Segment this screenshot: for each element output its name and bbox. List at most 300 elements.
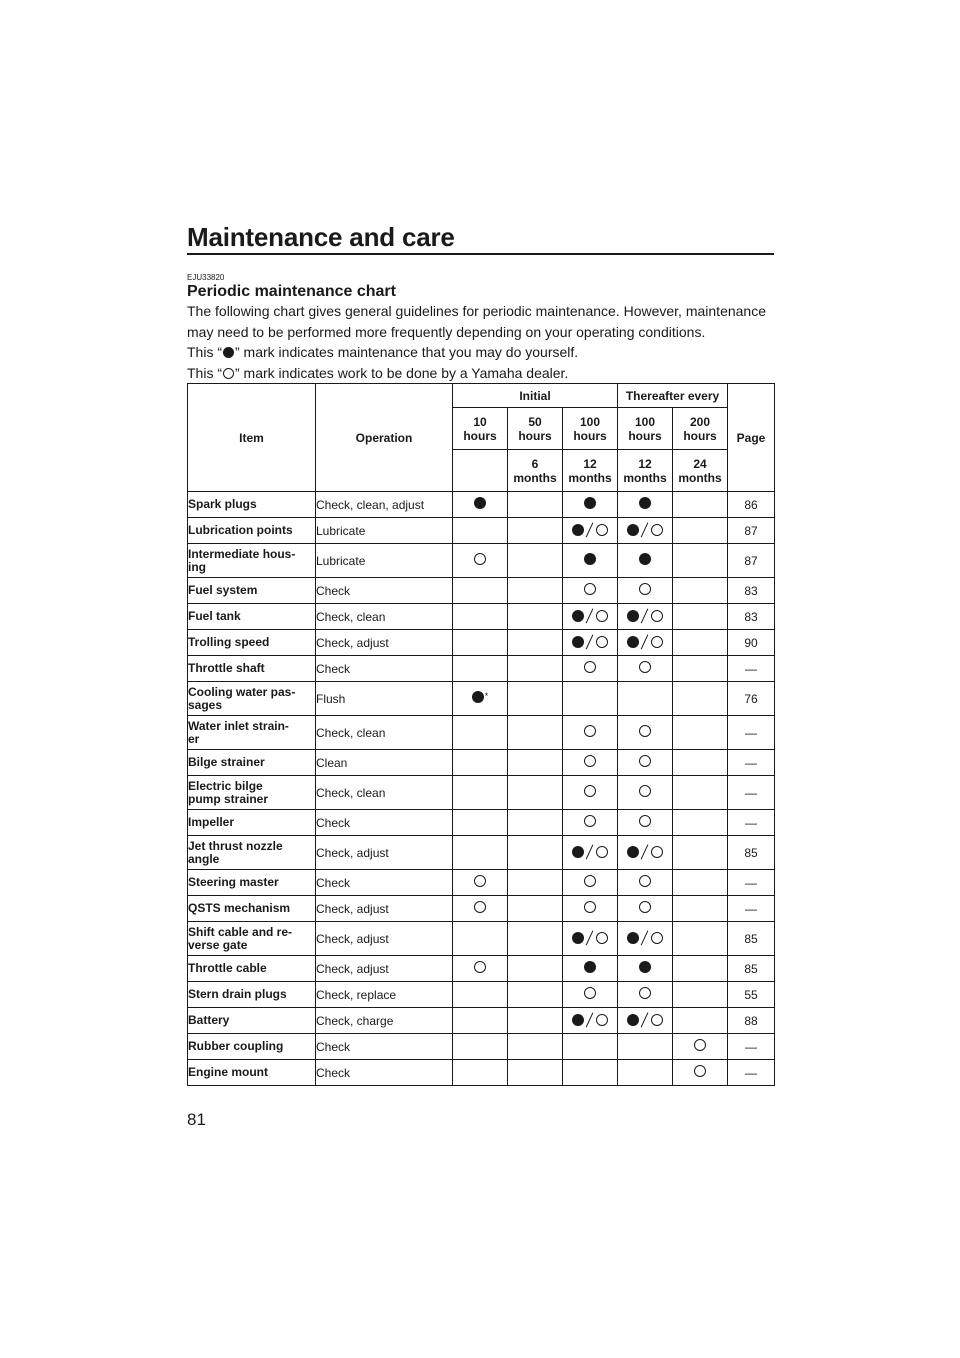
table-row [188, 982, 775, 1008]
open-circle-icon [584, 785, 596, 797]
dealer-mark [639, 661, 651, 673]
interval-cell-4 [673, 630, 728, 656]
interval-cell-2 [563, 810, 618, 836]
filled-circle-icon [627, 932, 639, 944]
dealer-mark [639, 755, 651, 767]
interval-cell-1 [508, 1060, 563, 1086]
page-cell: 90 [728, 630, 775, 656]
interval-cell-3 [618, 776, 673, 810]
dealer-mark [584, 785, 596, 797]
legend-full-line [187, 342, 777, 363]
interval-cell-0 [453, 1060, 508, 1086]
operation-cell: Check, adjust [316, 956, 453, 982]
interval-cell-0 [453, 578, 508, 604]
dealer-mark [584, 661, 596, 673]
table-row [188, 1034, 775, 1060]
interval-cell-2 [563, 836, 618, 870]
dealer-mark [639, 725, 651, 737]
table-row [188, 870, 775, 896]
owner-or-dealer-mark [572, 845, 608, 859]
interval-cell-4 [673, 1008, 728, 1034]
item-cell: Water inlet strain- er [188, 716, 316, 750]
dealer-mark [584, 875, 596, 887]
open-circle-icon [474, 961, 486, 973]
dealer-mark [584, 725, 596, 737]
header-hours-4: 200 hours [673, 408, 728, 450]
interval-cell-2 [563, 604, 618, 630]
operation-cell: Check [316, 1034, 453, 1060]
open-circle-icon [584, 661, 596, 673]
legend-full-before: This “ [187, 344, 222, 360]
table-row [188, 682, 775, 716]
interval-cell-2 [563, 1008, 618, 1034]
header-page: Page [728, 384, 775, 492]
filled-circle-icon [627, 636, 639, 648]
dealer-mark [474, 553, 486, 565]
open-circle-icon [474, 553, 486, 565]
slash-icon [639, 845, 651, 859]
filled-circle-icon [627, 846, 639, 858]
item-cell: Impeller [188, 810, 316, 836]
operation-cell: Check, clean [316, 604, 453, 630]
interval-cell-0 [453, 1034, 508, 1060]
item-cell: Stern drain plugs [188, 982, 316, 1008]
item-cell: Jet thrust nozzle angle [188, 836, 316, 870]
section-code: EJU33820 [187, 273, 225, 282]
interval-cell-2 [563, 630, 618, 656]
operation-cell: Check [316, 810, 453, 836]
open-circle-icon [639, 583, 651, 595]
dealer-mark [474, 961, 486, 973]
owner-mark [639, 497, 651, 509]
title-rule [187, 253, 774, 255]
dealer-mark [639, 785, 651, 797]
owner-mark [584, 553, 596, 565]
interval-cell-4 [673, 518, 728, 544]
interval-cell-3 [618, 544, 673, 578]
open-circle-icon [639, 987, 651, 999]
interval-cell-0 [453, 922, 508, 956]
intro-text [187, 301, 777, 383]
header-hours-3: 100 hours [618, 408, 673, 450]
open-circle-icon [474, 875, 486, 887]
owner-mark [474, 497, 486, 509]
header-months-2: 12 months [563, 450, 618, 492]
interval-cell-1 [508, 1034, 563, 1060]
filled-circle-icon [474, 497, 486, 509]
slash-icon [584, 523, 596, 537]
table-row [188, 578, 775, 604]
page-cell: — [728, 750, 775, 776]
item-cell: Engine mount [188, 1060, 316, 1086]
owner-or-dealer-mark [572, 1013, 608, 1027]
interval-cell-0 [453, 896, 508, 922]
open-circle-icon [584, 901, 596, 913]
interval-cell-4 [673, 544, 728, 578]
interval-cell-2 [563, 518, 618, 544]
owner-mark [584, 961, 596, 973]
interval-cell-3 [618, 604, 673, 630]
filled-circle-icon [223, 347, 234, 358]
operation-cell: Lubricate [316, 544, 453, 578]
owner-or-dealer-mark [572, 523, 608, 537]
item-cell: Electric bilge pump strainer [188, 776, 316, 810]
table-row [188, 836, 775, 870]
item-cell: Fuel tank [188, 604, 316, 630]
owner-or-dealer-mark [627, 523, 663, 537]
table-row [188, 896, 775, 922]
dealer-mark [584, 583, 596, 595]
filled-circle-icon [639, 497, 651, 509]
dealer-mark [639, 583, 651, 595]
interval-cell-4 [673, 656, 728, 682]
filled-circle-icon [584, 497, 596, 509]
open-circle-icon [639, 815, 651, 827]
table-row [188, 922, 775, 956]
slash-icon [639, 1013, 651, 1027]
open-circle-icon [651, 524, 663, 536]
interval-cell-3 [618, 896, 673, 922]
page-cell: 87 [728, 518, 775, 544]
owner-or-dealer-mark [627, 931, 663, 945]
dealer-mark [584, 987, 596, 999]
open-circle-icon [639, 901, 651, 913]
item-cell: Trolling speed [188, 630, 316, 656]
table-row [188, 956, 775, 982]
filled-circle-icon [639, 961, 651, 973]
item-cell: Cooling water pas- sages [188, 682, 316, 716]
slash-icon [639, 931, 651, 945]
owner-mark-asterisk [472, 691, 489, 703]
filled-circle-icon [627, 1014, 639, 1026]
page-cell: — [728, 1034, 775, 1060]
dealer-mark [694, 1039, 706, 1051]
interval-cell-2 [563, 870, 618, 896]
open-circle-icon [584, 815, 596, 827]
open-circle-icon [584, 583, 596, 595]
interval-cell-4 [673, 578, 728, 604]
intro-paragraph: The following chart gives general guidelines for periodic maintenance. However, maintenance may need to be performed more frequently depending on your operating conditions. [187, 303, 766, 340]
table-row [188, 1060, 775, 1086]
open-circle-icon [639, 725, 651, 737]
interval-cell-4 [673, 750, 728, 776]
legend-full-after: ” mark indicates maintenance that you may do yourself. [235, 344, 579, 360]
header-months-4: 24 months [673, 450, 728, 492]
table-row [188, 1008, 775, 1034]
interval-cell-4 [673, 776, 728, 810]
interval-cell-2 [563, 682, 618, 716]
dealer-mark [584, 815, 596, 827]
interval-cell-0 [453, 836, 508, 870]
interval-cell-1 [508, 750, 563, 776]
operation-cell: Check [316, 870, 453, 896]
interval-cell-3 [618, 922, 673, 956]
table-row [188, 544, 775, 578]
operation-cell: Check, adjust [316, 836, 453, 870]
slash-icon [584, 1013, 596, 1027]
owner-mark [639, 553, 651, 565]
interval-cell-2 [563, 956, 618, 982]
open-circle-icon [639, 755, 651, 767]
page-cell: — [728, 656, 775, 682]
legend-open-line [187, 363, 777, 384]
filled-circle-icon [584, 553, 596, 565]
filled-circle-icon [572, 932, 584, 944]
interval-cell-0 [453, 870, 508, 896]
interval-cell-3 [618, 656, 673, 682]
interval-cell-1 [508, 630, 563, 656]
page-cell: — [728, 776, 775, 810]
open-circle-icon [596, 932, 608, 944]
header-item: Item [188, 384, 316, 492]
header-months-0 [453, 450, 508, 492]
filled-circle-icon [627, 610, 639, 622]
open-circle-icon [639, 785, 651, 797]
interval-cell-3 [618, 810, 673, 836]
open-circle-icon [651, 1014, 663, 1026]
open-circle-icon [651, 636, 663, 648]
table-row [188, 716, 775, 750]
operation-cell: Check, adjust [316, 922, 453, 956]
operation-cell: Check [316, 656, 453, 682]
interval-cell-0 [453, 776, 508, 810]
interval-cell-3 [618, 956, 673, 982]
table-row [188, 492, 775, 518]
filled-circle-icon [572, 636, 584, 648]
maintenance-chart [187, 383, 775, 1086]
interval-cell-1 [508, 922, 563, 956]
interval-cell-1 [508, 810, 563, 836]
open-circle-icon [474, 901, 486, 913]
interval-cell-0 [453, 1008, 508, 1034]
operation-cell: Check, clean [316, 776, 453, 810]
page-cell: 85 [728, 922, 775, 956]
open-circle-icon [596, 846, 608, 858]
interval-cell-2 [563, 750, 618, 776]
page-cell: — [728, 870, 775, 896]
operation-cell: Lubricate [316, 518, 453, 544]
page-cell: 55 [728, 982, 775, 1008]
interval-cell-3 [618, 982, 673, 1008]
interval-cell-1 [508, 578, 563, 604]
item-cell: Fuel system [188, 578, 316, 604]
slash-icon [639, 523, 651, 537]
interval-cell-1 [508, 956, 563, 982]
table-row [188, 776, 775, 810]
interval-cell-0 [453, 716, 508, 750]
open-circle-icon [584, 755, 596, 767]
open-circle-icon [596, 610, 608, 622]
operation-cell: Check [316, 578, 453, 604]
dealer-mark [639, 875, 651, 887]
interval-cell-3 [618, 750, 673, 776]
interval-cell-2 [563, 716, 618, 750]
open-circle-icon [596, 636, 608, 648]
filled-circle-icon [627, 524, 639, 536]
filled-circle-icon [572, 846, 584, 858]
item-cell: QSTS mechanism [188, 896, 316, 922]
interval-cell-3 [618, 1060, 673, 1086]
open-circle-icon [584, 725, 596, 737]
filled-circle-icon [472, 691, 484, 703]
open-circle-icon [694, 1065, 706, 1077]
slash-icon [584, 609, 596, 623]
interval-cell-3 [618, 1008, 673, 1034]
open-circle-icon [584, 875, 596, 887]
interval-cell-3 [618, 630, 673, 656]
operation-cell: Check, adjust [316, 896, 453, 922]
page-cell: 87 [728, 544, 775, 578]
interval-cell-0 [453, 982, 508, 1008]
interval-cell-0 [453, 630, 508, 656]
open-circle-icon [639, 875, 651, 887]
operation-cell: Check, clean, adjust [316, 492, 453, 518]
item-cell: Throttle cable [188, 956, 316, 982]
operation-cell: Check, adjust [316, 630, 453, 656]
operation-cell: Clean [316, 750, 453, 776]
page-title: Maintenance and care [187, 222, 455, 252]
dealer-mark [639, 987, 651, 999]
item-cell: Rubber coupling [188, 1034, 316, 1060]
table-row [188, 656, 775, 682]
item-cell: Shift cable and re- verse gate [188, 922, 316, 956]
owner-or-dealer-mark [572, 931, 608, 945]
item-cell: Spark plugs [188, 492, 316, 518]
dealer-mark [474, 875, 486, 887]
interval-cell-0 [453, 750, 508, 776]
page-number: 81 [187, 1110, 206, 1129]
operation-cell: Check, clean [316, 716, 453, 750]
operation-cell: Flush [316, 682, 453, 716]
slash-icon [639, 609, 651, 623]
interval-cell-2 [563, 1034, 618, 1060]
header-hours-1: 50 hours [508, 408, 563, 450]
interval-cell-2 [563, 578, 618, 604]
open-circle-icon [694, 1039, 706, 1051]
page-cell: — [728, 896, 775, 922]
filled-circle-icon [584, 961, 596, 973]
item-cell: Steering master [188, 870, 316, 896]
header-hours-0: 10 hours [453, 408, 508, 450]
interval-cell-2 [563, 982, 618, 1008]
filled-circle-icon [572, 1014, 584, 1026]
page-cell: — [728, 716, 775, 750]
header-initial: Initial [453, 384, 618, 408]
filled-circle-icon [572, 610, 584, 622]
slash-icon [584, 635, 596, 649]
table-row [188, 604, 775, 630]
interval-cell-2 [563, 922, 618, 956]
interval-cell-0 [453, 810, 508, 836]
legend-open-after: ” mark indicates work to be done by a Yamaha dealer. [235, 364, 569, 381]
interval-cell-3 [618, 836, 673, 870]
interval-cell-1 [508, 1008, 563, 1034]
item-cell: Battery [188, 1008, 316, 1034]
slash-icon [639, 635, 651, 649]
interval-cell-2 [563, 656, 618, 682]
interval-cell-0 [453, 956, 508, 982]
filled-circle-icon [639, 553, 651, 565]
page-cell: 83 [728, 578, 775, 604]
operation-cell: Check [316, 1060, 453, 1086]
dealer-mark [694, 1065, 706, 1077]
interval-cell-4 [673, 982, 728, 1008]
item-cell: Bilge strainer [188, 750, 316, 776]
page-cell: — [728, 1060, 775, 1086]
interval-cell-1 [508, 776, 563, 810]
interval-cell-3 [618, 492, 673, 518]
page-cell: 85 [728, 836, 775, 870]
item-cell: Throttle shaft [188, 656, 316, 682]
dealer-mark [639, 901, 651, 913]
open-circle-icon [596, 524, 608, 536]
interval-cell-0 [453, 544, 508, 578]
open-circle-icon [584, 987, 596, 999]
slash-icon [584, 931, 596, 945]
interval-cell-3 [618, 682, 673, 716]
item-cell: Intermediate hous- ing [188, 544, 316, 578]
table-row [188, 750, 775, 776]
owner-mark [639, 961, 651, 973]
interval-cell-0 [453, 682, 508, 716]
header-months-1: 6 months [508, 450, 563, 492]
dealer-mark [584, 901, 596, 913]
interval-cell-1 [508, 544, 563, 578]
interval-cell-4 [673, 836, 728, 870]
interval-cell-3 [618, 578, 673, 604]
interval-cell-4 [673, 870, 728, 896]
interval-cell-0 [453, 604, 508, 630]
dealer-mark [474, 901, 486, 913]
interval-cell-4 [673, 956, 728, 982]
owner-or-dealer-mark [627, 609, 663, 623]
interval-cell-4 [673, 682, 728, 716]
interval-cell-3 [618, 1034, 673, 1060]
interval-cell-4 [673, 716, 728, 750]
interval-cell-4 [673, 492, 728, 518]
page-cell: 76 [728, 682, 775, 716]
interval-cell-1 [508, 982, 563, 1008]
interval-cell-2 [563, 544, 618, 578]
interval-cell-3 [618, 870, 673, 896]
open-circle-icon [596, 1014, 608, 1026]
interval-cell-1 [508, 492, 563, 518]
owner-or-dealer-mark [572, 635, 608, 649]
page-cell: 83 [728, 604, 775, 630]
interval-cell-4 [673, 604, 728, 630]
interval-cell-1 [508, 604, 563, 630]
table-row [188, 518, 775, 544]
interval-cell-2 [563, 896, 618, 922]
interval-cell-2 [563, 1060, 618, 1086]
open-circle-icon [639, 661, 651, 673]
interval-cell-1 [508, 656, 563, 682]
section-title: Periodic maintenance chart [187, 283, 396, 300]
slash-icon [584, 845, 596, 859]
owner-or-dealer-mark [572, 609, 608, 623]
open-circle-icon [651, 610, 663, 622]
dealer-mark [584, 755, 596, 767]
page-cell: 85 [728, 956, 775, 982]
owner-or-dealer-mark [627, 845, 663, 859]
asterisk: * [484, 691, 489, 701]
interval-cell-1 [508, 896, 563, 922]
table-row [188, 630, 775, 656]
interval-cell-3 [618, 518, 673, 544]
interval-cell-4 [673, 1060, 728, 1086]
operation-cell: Check, charge [316, 1008, 453, 1034]
header-thereafter: Thereafter every [618, 384, 728, 408]
